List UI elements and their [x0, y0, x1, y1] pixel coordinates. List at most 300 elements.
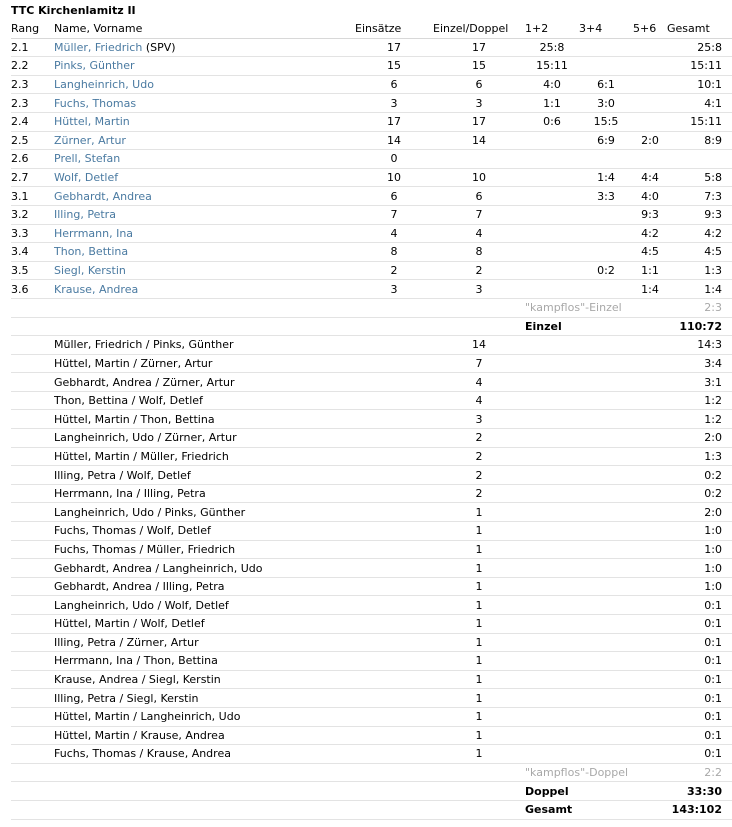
empty-cell	[579, 336, 633, 355]
rang-cell: 2.3	[11, 75, 54, 94]
einsaetze-cell: 3	[355, 94, 433, 113]
doubles-count-cell: 1	[433, 540, 525, 559]
player-name-cell	[54, 75, 355, 94]
pos-1-2-cell	[525, 280, 579, 299]
empty-cell	[579, 484, 633, 503]
doubles-pair-cell: Herrmann, Ina / Thon, Bettina	[54, 652, 355, 671]
doubles-gesamt-cell: 1:2	[667, 410, 732, 429]
empty-cell	[433, 317, 525, 336]
empty-cell	[525, 633, 579, 652]
empty-cell	[633, 484, 667, 503]
doubles-count-cell: 2	[433, 484, 525, 503]
empty-cell	[54, 317, 355, 336]
player-name-cell	[54, 57, 355, 76]
pos-1-2-cell	[525, 131, 579, 150]
rang-cell: 2.7	[11, 168, 54, 187]
empty-cell	[633, 354, 667, 373]
kampflos-doppel-row	[11, 763, 732, 782]
doubles-count-cell: 1	[433, 652, 525, 671]
doubles-row	[11, 670, 732, 689]
empty-cell	[525, 689, 579, 708]
empty-cell	[579, 577, 633, 596]
empty-cell	[633, 540, 667, 559]
empty-cell	[11, 577, 54, 596]
empty-cell	[525, 484, 579, 503]
doubles-count-cell: 1	[433, 707, 525, 726]
empty-cell	[355, 633, 433, 652]
empty-cell	[11, 615, 54, 634]
header-rang: Rang	[11, 20, 54, 38]
pos-5-6-cell: 1:1	[633, 261, 667, 280]
player-name-cell	[54, 243, 355, 262]
empty-cell	[355, 745, 433, 764]
empty-cell	[355, 670, 433, 689]
einzel-cell: 6	[433, 187, 525, 206]
pos-5-6-cell: 9:3	[633, 205, 667, 224]
empty-cell	[355, 577, 433, 596]
empty-cell	[633, 670, 667, 689]
einsaetze-cell: 17	[355, 112, 433, 131]
player-row	[11, 57, 732, 76]
einzel-total-row	[11, 317, 732, 336]
einsaetze-cell: 3	[355, 280, 433, 299]
doubles-gesamt-cell: 0:1	[667, 707, 732, 726]
empty-cell	[355, 689, 433, 708]
player-name-link[interactable]: Illing, Petra	[54, 208, 116, 222]
doubles-gesamt-cell: 0:1	[667, 689, 732, 708]
doubles-row	[11, 373, 732, 392]
player-row	[11, 205, 732, 224]
einsaetze-cell: 8	[355, 243, 433, 262]
empty-cell	[54, 763, 355, 782]
player-name-link[interactable]: Hüttel, Martin	[54, 115, 130, 129]
doubles-gesamt-cell: 0:1	[667, 745, 732, 764]
header-row	[11, 20, 732, 38]
empty-cell	[11, 559, 54, 578]
empty-cell	[633, 447, 667, 466]
doubles-gesamt-cell: 0:2	[667, 466, 732, 485]
rang-cell: 3.1	[11, 187, 54, 206]
pos-5-6-cell	[633, 75, 667, 94]
empty-cell	[355, 429, 433, 448]
empty-cell	[579, 596, 633, 615]
gesamt-cell: 4:1	[667, 94, 732, 113]
empty-cell	[11, 707, 54, 726]
empty-cell	[11, 670, 54, 689]
einsaetze-cell: 0	[355, 150, 433, 169]
empty-cell	[633, 689, 667, 708]
doubles-count-cell: 1	[433, 522, 525, 541]
doubles-row	[11, 726, 732, 745]
empty-cell	[355, 336, 433, 355]
empty-cell	[355, 484, 433, 503]
doubles-row	[11, 466, 732, 485]
doubles-pair-cell: Hüttel, Martin / Langheinrich, Udo	[54, 707, 355, 726]
doubles-row	[11, 522, 732, 541]
player-name-link[interactable]: Pinks, Günther	[54, 59, 135, 73]
player-name-link[interactable]: Wolf, Detlef	[54, 171, 119, 185]
empty-cell	[579, 447, 633, 466]
doubles-row	[11, 745, 732, 764]
pos-1-2-cell	[525, 243, 579, 262]
player-name-link[interactable]: Herrmann, Ina	[54, 226, 134, 240]
player-name-cell	[54, 168, 355, 187]
empty-cell	[633, 596, 667, 615]
pos-3-4-cell	[579, 150, 633, 169]
empty-cell	[11, 503, 54, 522]
gesamt-total-row	[11, 800, 732, 819]
player-name-cell	[54, 94, 355, 113]
einzel-cell: 6	[433, 75, 525, 94]
pos-3-4-cell: 0:2	[579, 261, 633, 280]
pos-5-6-cell: 4:2	[633, 224, 667, 243]
player-name-cell	[54, 261, 355, 280]
empty-cell	[355, 373, 433, 392]
empty-cell	[633, 726, 667, 745]
empty-cell	[525, 373, 579, 392]
kampflos-doppel-row-label: "kampflos"-Doppel	[525, 763, 667, 782]
empty-cell	[11, 429, 54, 448]
empty-cell	[433, 800, 525, 819]
einzel-cell: 8	[433, 243, 525, 262]
doubles-row	[11, 503, 732, 522]
pos-5-6-cell	[633, 112, 667, 131]
doubles-gesamt-cell: 1:0	[667, 540, 732, 559]
header-einzel-doppel: Einzel/Doppel	[433, 20, 525, 38]
pos-1-2-cell	[525, 168, 579, 187]
empty-cell	[433, 763, 525, 782]
einsaetze-cell: 15	[355, 57, 433, 76]
doubles-row	[11, 540, 732, 559]
rang-cell: 3.6	[11, 280, 54, 299]
gesamt-cell: 7:3	[667, 187, 732, 206]
pos-1-2-cell: 1:1	[525, 94, 579, 113]
player-row	[11, 280, 732, 299]
gesamt-cell: 9:3	[667, 205, 732, 224]
team-title: TTC Kirchenlamitz II	[11, 4, 136, 17]
pos-3-4-cell	[579, 57, 633, 76]
doubles-pair-cell: Hüttel, Martin / Wolf, Detlef	[54, 615, 355, 634]
doubles-gesamt-cell: 3:1	[667, 373, 732, 392]
empty-cell	[355, 707, 433, 726]
doubles-pair-cell: Hüttel, Martin / Zürner, Artur	[54, 354, 355, 373]
empty-cell	[433, 298, 525, 317]
player-row	[11, 75, 732, 94]
player-name-cell	[54, 38, 355, 57]
player-name-link[interactable]: Fuchs, Thomas	[54, 96, 137, 110]
pos-5-6-cell	[633, 57, 667, 76]
einsaetze-cell: 10	[355, 168, 433, 187]
einzel-cell: 17	[433, 38, 525, 57]
empty-cell	[355, 763, 433, 782]
rang-cell: 2.2	[11, 57, 54, 76]
empty-cell	[11, 782, 54, 801]
player-name-cell	[54, 280, 355, 299]
empty-cell	[633, 615, 667, 634]
pos-3-4-cell: 3:0	[579, 94, 633, 113]
pos-1-2-cell: 4:0	[525, 75, 579, 94]
empty-cell	[633, 466, 667, 485]
gesamt-cell: 8:9	[667, 131, 732, 150]
doubles-row	[11, 615, 732, 634]
empty-cell	[11, 745, 54, 764]
player-name-link[interactable]: Zürner, Artur	[54, 133, 126, 147]
doubles-count-cell: 1	[433, 670, 525, 689]
kampflos-einzel-row	[11, 298, 732, 317]
rang-cell: 2.3	[11, 94, 54, 113]
player-name-link[interactable]: Thon, Bettina	[54, 245, 129, 259]
einsaetze-cell: 17	[355, 38, 433, 57]
empty-cell	[11, 391, 54, 410]
pos-3-4-cell: 1:4	[579, 168, 633, 187]
empty-cell	[579, 559, 633, 578]
pos-3-4-cell	[579, 243, 633, 262]
pos-5-6-cell	[633, 94, 667, 113]
pos-1-2-cell	[525, 187, 579, 206]
doubles-count-cell: 2	[433, 466, 525, 485]
einzel-cell: 14	[433, 131, 525, 150]
doubles-gesamt-cell: 1:0	[667, 559, 732, 578]
empty-cell	[579, 540, 633, 559]
doubles-pair-cell: Krause, Andrea / Siegl, Kerstin	[54, 670, 355, 689]
player-name-link[interactable]: Krause, Andrea	[54, 282, 139, 296]
einsaetze-cell: 2	[355, 261, 433, 280]
doubles-pair-cell: Fuchs, Thomas / Müller, Friedrich	[54, 540, 355, 559]
empty-cell	[355, 298, 433, 317]
empty-cell	[11, 410, 54, 429]
doubles-gesamt-cell: 1:2	[667, 391, 732, 410]
empty-cell	[11, 522, 54, 541]
empty-cell	[579, 466, 633, 485]
pos-1-2-cell	[525, 224, 579, 243]
doubles-row	[11, 354, 732, 373]
empty-cell	[633, 391, 667, 410]
doubles-count-cell: 1	[433, 745, 525, 764]
pos-5-6-cell	[633, 38, 667, 57]
doubles-gesamt-cell: 0:2	[667, 484, 732, 503]
pos-5-6-cell: 4:5	[633, 243, 667, 262]
doubles-row	[11, 410, 732, 429]
player-name-link[interactable]: Siegl, Kerstin	[54, 264, 126, 278]
doubles-count-cell: 1	[433, 503, 525, 522]
empty-cell	[633, 373, 667, 392]
pos-1-2-cell: 15:11	[525, 57, 579, 76]
doubles-row	[11, 633, 732, 652]
einzel-cell	[433, 150, 525, 169]
empty-cell	[355, 726, 433, 745]
einzel-cell: 2	[433, 261, 525, 280]
empty-cell	[355, 540, 433, 559]
empty-cell	[525, 391, 579, 410]
empty-cell	[579, 652, 633, 671]
doubles-gesamt-cell: 3:4	[667, 354, 732, 373]
empty-cell	[579, 707, 633, 726]
player-row	[11, 94, 732, 113]
empty-cell	[579, 354, 633, 373]
gesamt-cell: 10:1	[667, 75, 732, 94]
gesamt-total-row-value: 143:102	[667, 800, 732, 819]
player-row	[11, 131, 732, 150]
doubles-gesamt-cell: 2:0	[667, 429, 732, 448]
einsaetze-cell: 14	[355, 131, 433, 150]
gesamt-cell: 25:8	[667, 38, 732, 57]
player-name-cell	[54, 224, 355, 243]
doubles-row	[11, 336, 732, 355]
empty-cell	[355, 652, 433, 671]
empty-cell	[355, 800, 433, 819]
kampflos-doppel-row-value: 2:2	[667, 763, 732, 782]
kampflos-einzel-row-label: "kampflos"-Einzel	[525, 298, 667, 317]
empty-cell	[11, 726, 54, 745]
header-einsaetze: Einsätze	[355, 20, 433, 38]
doubles-gesamt-cell: 0:1	[667, 670, 732, 689]
doubles-count-cell: 1	[433, 689, 525, 708]
doubles-gesamt-cell: 14:3	[667, 336, 732, 355]
player-name-link[interactable]: Prell, Stefan	[54, 152, 121, 166]
empty-cell	[11, 298, 54, 317]
doubles-pair-cell: Langheinrich, Udo / Zürner, Artur	[54, 429, 355, 448]
empty-cell	[633, 745, 667, 764]
doubles-count-cell: 3	[433, 410, 525, 429]
empty-cell	[11, 596, 54, 615]
doubles-pair-cell: Gebhardt, Andrea / Langheinrich, Udo	[54, 559, 355, 578]
player-name-link[interactable]: Gebhardt, Andrea	[54, 189, 152, 203]
player-name-link[interactable]: Langheinrich, Udo	[54, 78, 154, 92]
doubles-count-cell: 1	[433, 615, 525, 634]
pos-1-2-cell	[525, 261, 579, 280]
pos-3-4-cell: 3:3	[579, 187, 633, 206]
doubles-count-cell: 1	[433, 633, 525, 652]
empty-cell	[11, 354, 54, 373]
rang-cell: 3.3	[11, 224, 54, 243]
doubles-gesamt-cell: 1:0	[667, 522, 732, 541]
gesamt-cell: 5:8	[667, 168, 732, 187]
doubles-row	[11, 559, 732, 578]
empty-cell	[11, 689, 54, 708]
einzel-cell: 3	[433, 94, 525, 113]
empty-cell	[11, 633, 54, 652]
empty-cell	[355, 317, 433, 336]
empty-cell	[525, 559, 579, 578]
pos-5-6-cell	[633, 150, 667, 169]
doubles-gesamt-cell: 1:3	[667, 447, 732, 466]
einzel-cell: 17	[433, 112, 525, 131]
doubles-pair-cell: Fuchs, Thomas / Krause, Andrea	[54, 745, 355, 764]
player-row	[11, 38, 732, 57]
empty-cell	[579, 503, 633, 522]
empty-cell	[525, 354, 579, 373]
doubles-pair-cell: Hüttel, Martin / Krause, Andrea	[54, 726, 355, 745]
player-name-cell	[54, 150, 355, 169]
doppel-total-row-label: Doppel	[525, 782, 667, 801]
pos-5-6-cell: 1:4	[633, 280, 667, 299]
empty-cell	[633, 503, 667, 522]
player-row	[11, 224, 732, 243]
empty-cell	[579, 391, 633, 410]
empty-cell	[54, 782, 355, 801]
rang-cell: 3.5	[11, 261, 54, 280]
empty-cell	[355, 615, 433, 634]
doubles-row	[11, 484, 732, 503]
doppel-total-row-value: 33:30	[667, 782, 732, 801]
pos-1-2-cell	[525, 150, 579, 169]
empty-cell	[11, 540, 54, 559]
doppel-total-row	[11, 782, 732, 801]
doubles-pair-cell: Langheinrich, Udo / Wolf, Detlef	[54, 596, 355, 615]
rang-cell: 3.2	[11, 205, 54, 224]
empty-cell	[633, 707, 667, 726]
gesamt-cell	[667, 150, 732, 169]
empty-cell	[633, 429, 667, 448]
doubles-pair-cell: Herrmann, Ina / Illing, Petra	[54, 484, 355, 503]
einzel-cell: 3	[433, 280, 525, 299]
doubles-count-cell: 4	[433, 373, 525, 392]
doubles-gesamt-cell: 0:1	[667, 596, 732, 615]
doubles-pair-cell: Gebhardt, Andrea / Illing, Petra	[54, 577, 355, 596]
doubles-row	[11, 707, 732, 726]
empty-cell	[633, 633, 667, 652]
empty-cell	[11, 336, 54, 355]
einzel-cell: 15	[433, 57, 525, 76]
empty-cell	[355, 503, 433, 522]
doubles-count-cell: 1	[433, 596, 525, 615]
header-name: Name, Vorname	[54, 20, 355, 38]
doubles-pair-cell: Illing, Petra / Siegl, Kerstin	[54, 689, 355, 708]
pos-5-6-cell: 4:0	[633, 187, 667, 206]
rang-cell: 2.1	[11, 38, 54, 57]
empty-cell	[579, 373, 633, 392]
doubles-count-cell: 2	[433, 429, 525, 448]
doubles-gesamt-cell: 0:1	[667, 652, 732, 671]
gesamt-cell: 15:11	[667, 57, 732, 76]
empty-cell	[11, 466, 54, 485]
pos-1-2-cell: 0:6	[525, 112, 579, 131]
empty-cell	[579, 522, 633, 541]
einzel-cell: 7	[433, 205, 525, 224]
gesamt-cell: 1:4	[667, 280, 732, 299]
empty-cell	[579, 745, 633, 764]
einsaetze-cell: 6	[355, 75, 433, 94]
empty-cell	[579, 429, 633, 448]
empty-cell	[355, 391, 433, 410]
doubles-pair-cell: Illing, Petra / Zürner, Artur	[54, 633, 355, 652]
doubles-row	[11, 391, 732, 410]
empty-cell	[525, 466, 579, 485]
empty-cell	[11, 447, 54, 466]
einzel-total-row-value: 110:72	[667, 317, 732, 336]
doubles-pair-cell: Thon, Bettina / Wolf, Detlef	[54, 391, 355, 410]
player-name-link[interactable]: Müller, Friedrich	[54, 40, 143, 54]
empty-cell	[355, 782, 433, 801]
doubles-pair-cell: Gebhardt, Andrea / Zürner, Artur	[54, 373, 355, 392]
empty-cell	[11, 484, 54, 503]
doubles-pair-cell: Illing, Petra / Wolf, Detlef	[54, 466, 355, 485]
doubles-pair-cell: Langheinrich, Udo / Pinks, Günther	[54, 503, 355, 522]
empty-cell	[525, 336, 579, 355]
empty-cell	[11, 373, 54, 392]
header-pos-3-4: 3+4	[579, 20, 633, 38]
empty-cell	[633, 410, 667, 429]
doubles-gesamt-cell: 0:1	[667, 633, 732, 652]
pos-3-4-cell	[579, 38, 633, 57]
doubles-pair-cell: Müller, Friedrich / Pinks, Günther	[54, 336, 355, 355]
empty-cell	[579, 726, 633, 745]
pos-3-4-cell	[579, 224, 633, 243]
gesamt-cell: 1:3	[667, 261, 732, 280]
doubles-count-cell: 1	[433, 577, 525, 596]
player-row	[11, 150, 732, 169]
empty-cell	[525, 503, 579, 522]
